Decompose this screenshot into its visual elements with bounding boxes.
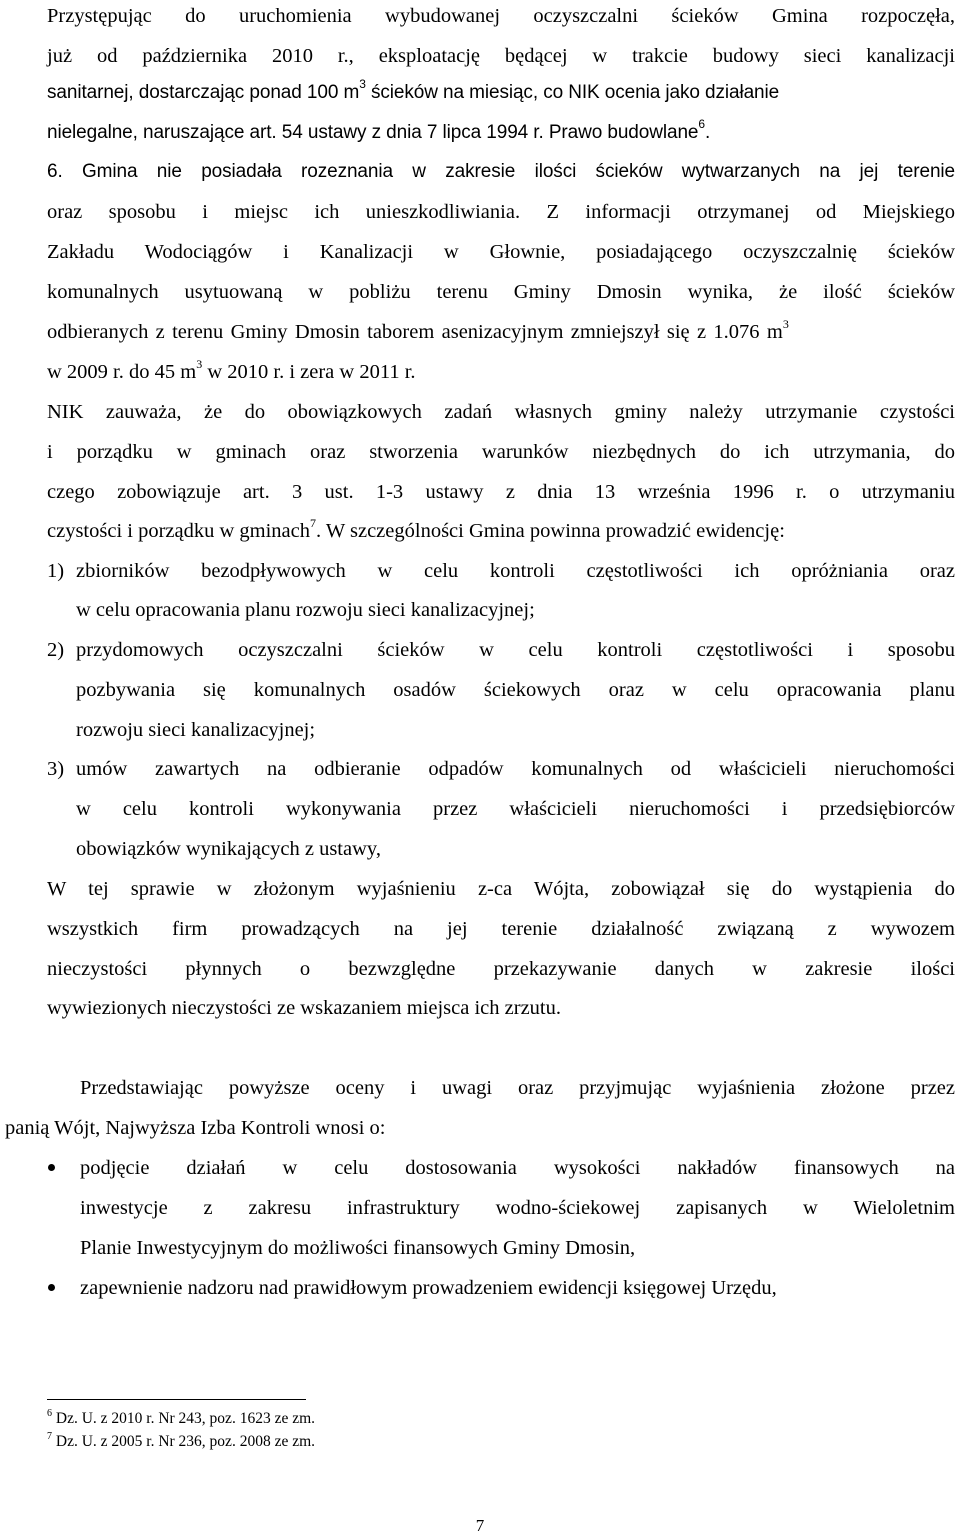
page-number: 7 <box>475 1516 485 1535</box>
text-line: już od października 2010 r., eksploatację będącej w trakcie budowy sieci kanalizacji <box>47 45 955 67</box>
text-line: Zakładu Wodociągów i Kanalizacji w Głownie, posiadającego oczyszczalnię ścieków <box>47 241 955 263</box>
text-line: NIK zauważa, że do obowiązkowych zadań własnych gminy należy utrzymanie czystości <box>47 401 955 423</box>
text-line: oraz sposobu i miejsc ich unieszkodliwiania. Z informacji otrzymanej od Miejskiego <box>47 201 955 223</box>
text-line: panią Wójt, Najwyższa Izba Kontroli wnosi o: <box>5 1117 386 1139</box>
text-line: komunalnych usytuowaną w pobliżu terenu Gminy Dmosin wynika, że ilość ścieków <box>47 281 955 303</box>
bullet-icon <box>48 1284 55 1291</box>
text-line: rozwoju sieci kanalizacyjnej; <box>76 719 316 741</box>
footnote-ref-6: 6 <box>698 117 705 132</box>
footnote-separator <box>47 1399 306 1400</box>
text-line: w 2009 r. do 45 $m^3$ w 2010 r. i zera w 2011 r. <box>47 357 416 383</box>
text-line: zapewnienie nadzoru nad prawidłowym prowadzeniem ewidencji księgowej Urzędu, <box>80 1277 777 1299</box>
text-line: Przystępując do uruchomienia wybudowanej oczyszczalni ścieków Gmina rozpoczęła, <box>47 5 955 27</box>
text-line: wywiezionych nieczystości ze wskazaniem miejsca ich zrzutu. <box>47 997 562 1019</box>
text-line: zbiorników bezodpływowych w celu kontroli częstotliwości ich opróżniania oraz <box>76 560 955 582</box>
text-line: umów zawartych na odbieranie odpadów komunalnych od właścicieli nieruchomości <box>76 758 955 780</box>
text-line: sanitarnej, dostarczając ponad 100 $m^3$ ścieków na miesiąc, co NIK ocenia jako działanie <box>47 77 780 103</box>
footnote-ref-7: 7 <box>310 516 317 531</box>
bullet-icon <box>48 1164 55 1171</box>
text-line: w celu kontroli wykonywania przez właścicieli nieruchomości i przedsiębiorców <box>76 798 955 820</box>
text-line: przydomowych oczyszczalni ścieków w celu kontroli częstotliwości i sposobu <box>76 639 955 661</box>
text-line: 6. Gmina nie posiadała rozeznania w zakresie ilości ścieków wytwarzanych na jej terenie <box>47 161 955 182</box>
text-line: odbieranych z terenu Gminy Dmosin taborem asenizacyjnym zmniejszył się z 1.076 $m^3$ <box>47 317 789 343</box>
text-line: pozbywania się komunalnych osadów ściekowych oraz w celu opracowania planu <box>76 679 955 701</box>
list-number: 2) <box>47 639 65 661</box>
footnote-6: $^6$ Dz. U. z 2010 r. Nr 243, poz. 1623 ze zm. <box>47 1407 316 1427</box>
text-line: i porządku w gminach oraz stworzenia warunków niezbędnych do ich utrzymania, do <box>47 441 955 463</box>
text-line: wszystkich firm prowadzących na jej terenie działalność związaną z wywozem <box>47 918 955 940</box>
text-line: nielegalne, naruszające art. 54 ustawy z dnia 7 lipca 1994 r. Prawo budowlane$^6$. <box>47 117 711 143</box>
list-number: 3) <box>47 758 65 780</box>
text-line: inwestycje z zakresu infrastruktury wodno-ściekowej zapisanych w Wieloletnim <box>80 1197 955 1219</box>
text-line: W tej sprawie w złożonym wyjaśnieniu z-ca Wójta, zobowiązał się do wystąpienia do <box>47 878 955 900</box>
footnote-7: $^7$ Dz. U. z 2005 r. Nr 236, poz. 2008 ze zm. <box>47 1430 316 1450</box>
text-line: Przedstawiając powyższe oceny i uwagi oraz przyjmując wyjaśnienia złożone przez <box>80 1077 955 1099</box>
list-number: 1) <box>47 560 65 582</box>
text-line: czystości i porządku w gminach$^7$. W szczególności Gmina powinna prowadzić ewidencję: <box>47 516 785 542</box>
text-line: Planie Inwestycyjnym do możliwości finansowych Gminy Dmosin, <box>80 1237 636 1259</box>
text-line: nieczystości płynnych o bezwzględne przekazywanie danych w zakresie ilości <box>47 958 955 980</box>
text-line: w celu opracowania planu rozwoju sieci kanalizacyjnej; <box>76 599 535 621</box>
text-line: podjęcie działań w celu dostosowania wysokości nakładów finansowych na <box>80 1157 955 1179</box>
text-line: obowiązków wynikających z ustawy, <box>76 838 381 860</box>
text-line: czego zobowiązuje art. 3 ust. 1-3 ustawy z dnia 13 września 1996 r. o utrzymaniu <box>47 481 955 503</box>
